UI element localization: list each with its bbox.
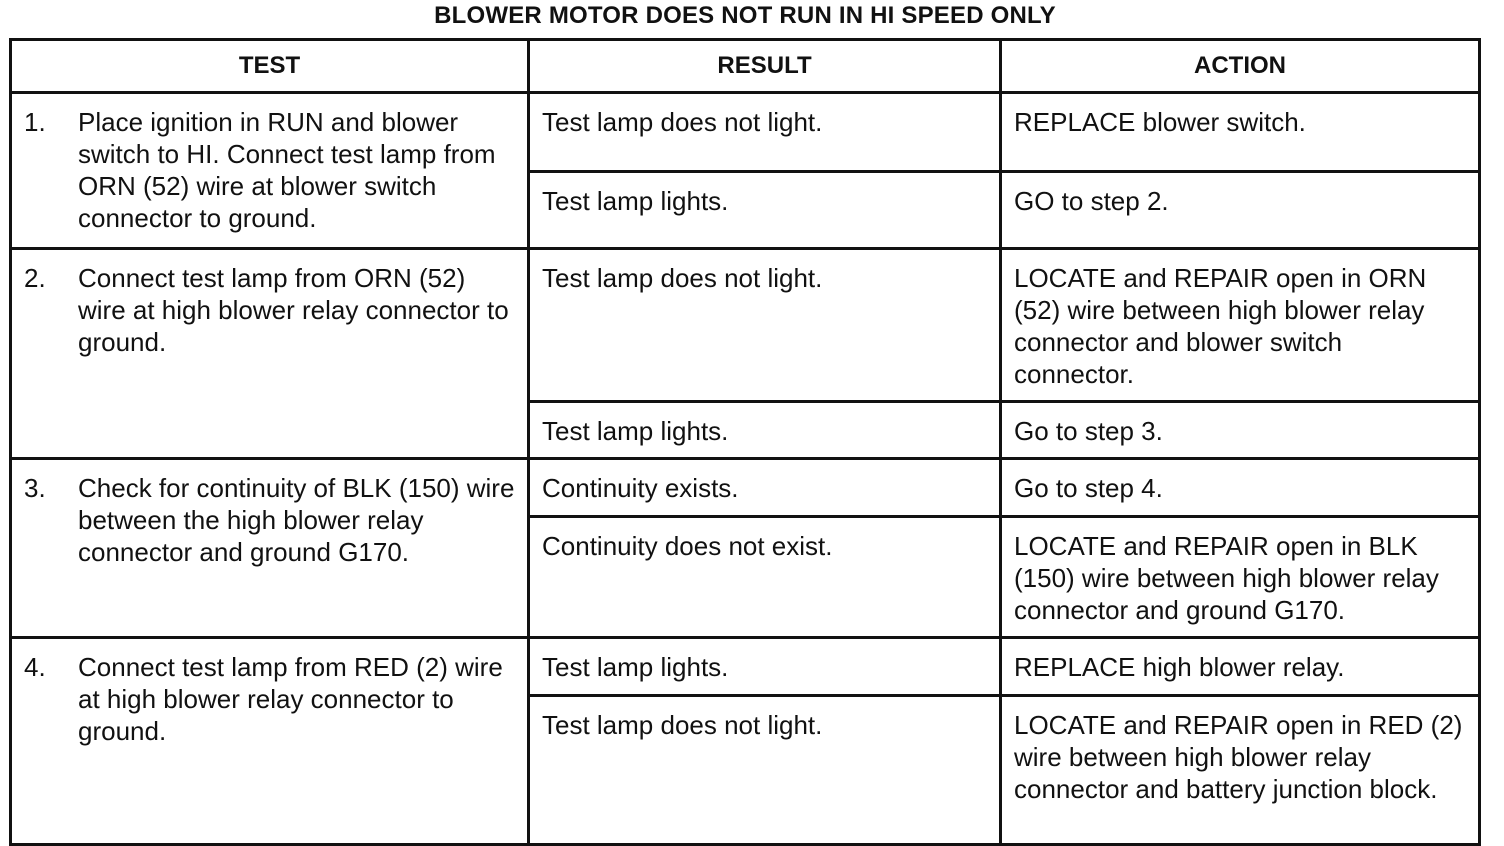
action-cell: Go to step 4. — [1001, 459, 1480, 517]
test-description: Place ignition in RUN and blower switch to HI. Connect test lamp from ORN (52) wire at blower switch connector to ground. — [78, 107, 496, 233]
action-cell: REPLACE high blower relay. — [1001, 638, 1480, 696]
action-cell: GO to step 2. — [1001, 172, 1480, 249]
test-cell-step-4 — [11, 638, 529, 845]
table-row — [11, 638, 1480, 696]
action-cell: LOCATE and REPAIR open in RED (2) wire between high blower relay connector and battery junction block. — [1001, 696, 1480, 845]
test-description: Connect test lamp from RED (2) wire at high blower relay connector to ground. — [78, 652, 503, 746]
result-cell: Test lamp lights. — [529, 172, 1001, 249]
page-title: BLOWER MOTOR DOES NOT RUN IN HI SPEED ONLY — [434, 2, 1056, 29]
header-action: ACTION — [1001, 40, 1480, 93]
diagnostic-table — [9, 38, 1481, 846]
test-cell-step-3 — [11, 459, 529, 638]
result-cell: Test lamp does not light. — [529, 696, 1001, 845]
result-cell: Continuity does not exist. — [529, 517, 1001, 638]
result-cell: Test lamp does not light. — [529, 249, 1001, 402]
header-test: TEST — [11, 40, 529, 93]
table-row — [11, 93, 1480, 172]
result-cell: Continuity exists. — [529, 459, 1001, 517]
table-row — [11, 459, 1480, 517]
test-cell-step-2 — [11, 249, 529, 459]
test-description: Check for continuity of BLK (150) wire between the high blower relay connector and ground G170. — [78, 473, 515, 567]
header-row — [11, 40, 1480, 93]
result-cell: Test lamp does not light. — [529, 93, 1001, 172]
action-cell: REPLACE blower switch. — [1001, 93, 1480, 172]
test-description: Connect test lamp from ORN (52) wire at high blower relay connector to ground. — [78, 263, 509, 357]
step-number: 2. — [24, 263, 46, 293]
table-row — [11, 249, 1480, 402]
step-number: 3. — [24, 473, 46, 503]
test-cell-step-1 — [11, 93, 529, 249]
action-cell: LOCATE and REPAIR open in BLK (150) wire between high blower relay connector and ground G170. — [1001, 517, 1480, 638]
step-number: 1. — [24, 107, 46, 137]
action-cell: Go to step 3. — [1001, 402, 1480, 459]
result-cell: Test lamp lights. — [529, 402, 1001, 459]
action-cell: LOCATE and REPAIR open in ORN (52) wire between high blower relay connector and blower switch connector. — [1001, 249, 1480, 402]
header-result: RESULT — [529, 40, 1001, 93]
result-cell: Test lamp lights. — [529, 638, 1001, 696]
step-number: 4. — [24, 652, 46, 682]
